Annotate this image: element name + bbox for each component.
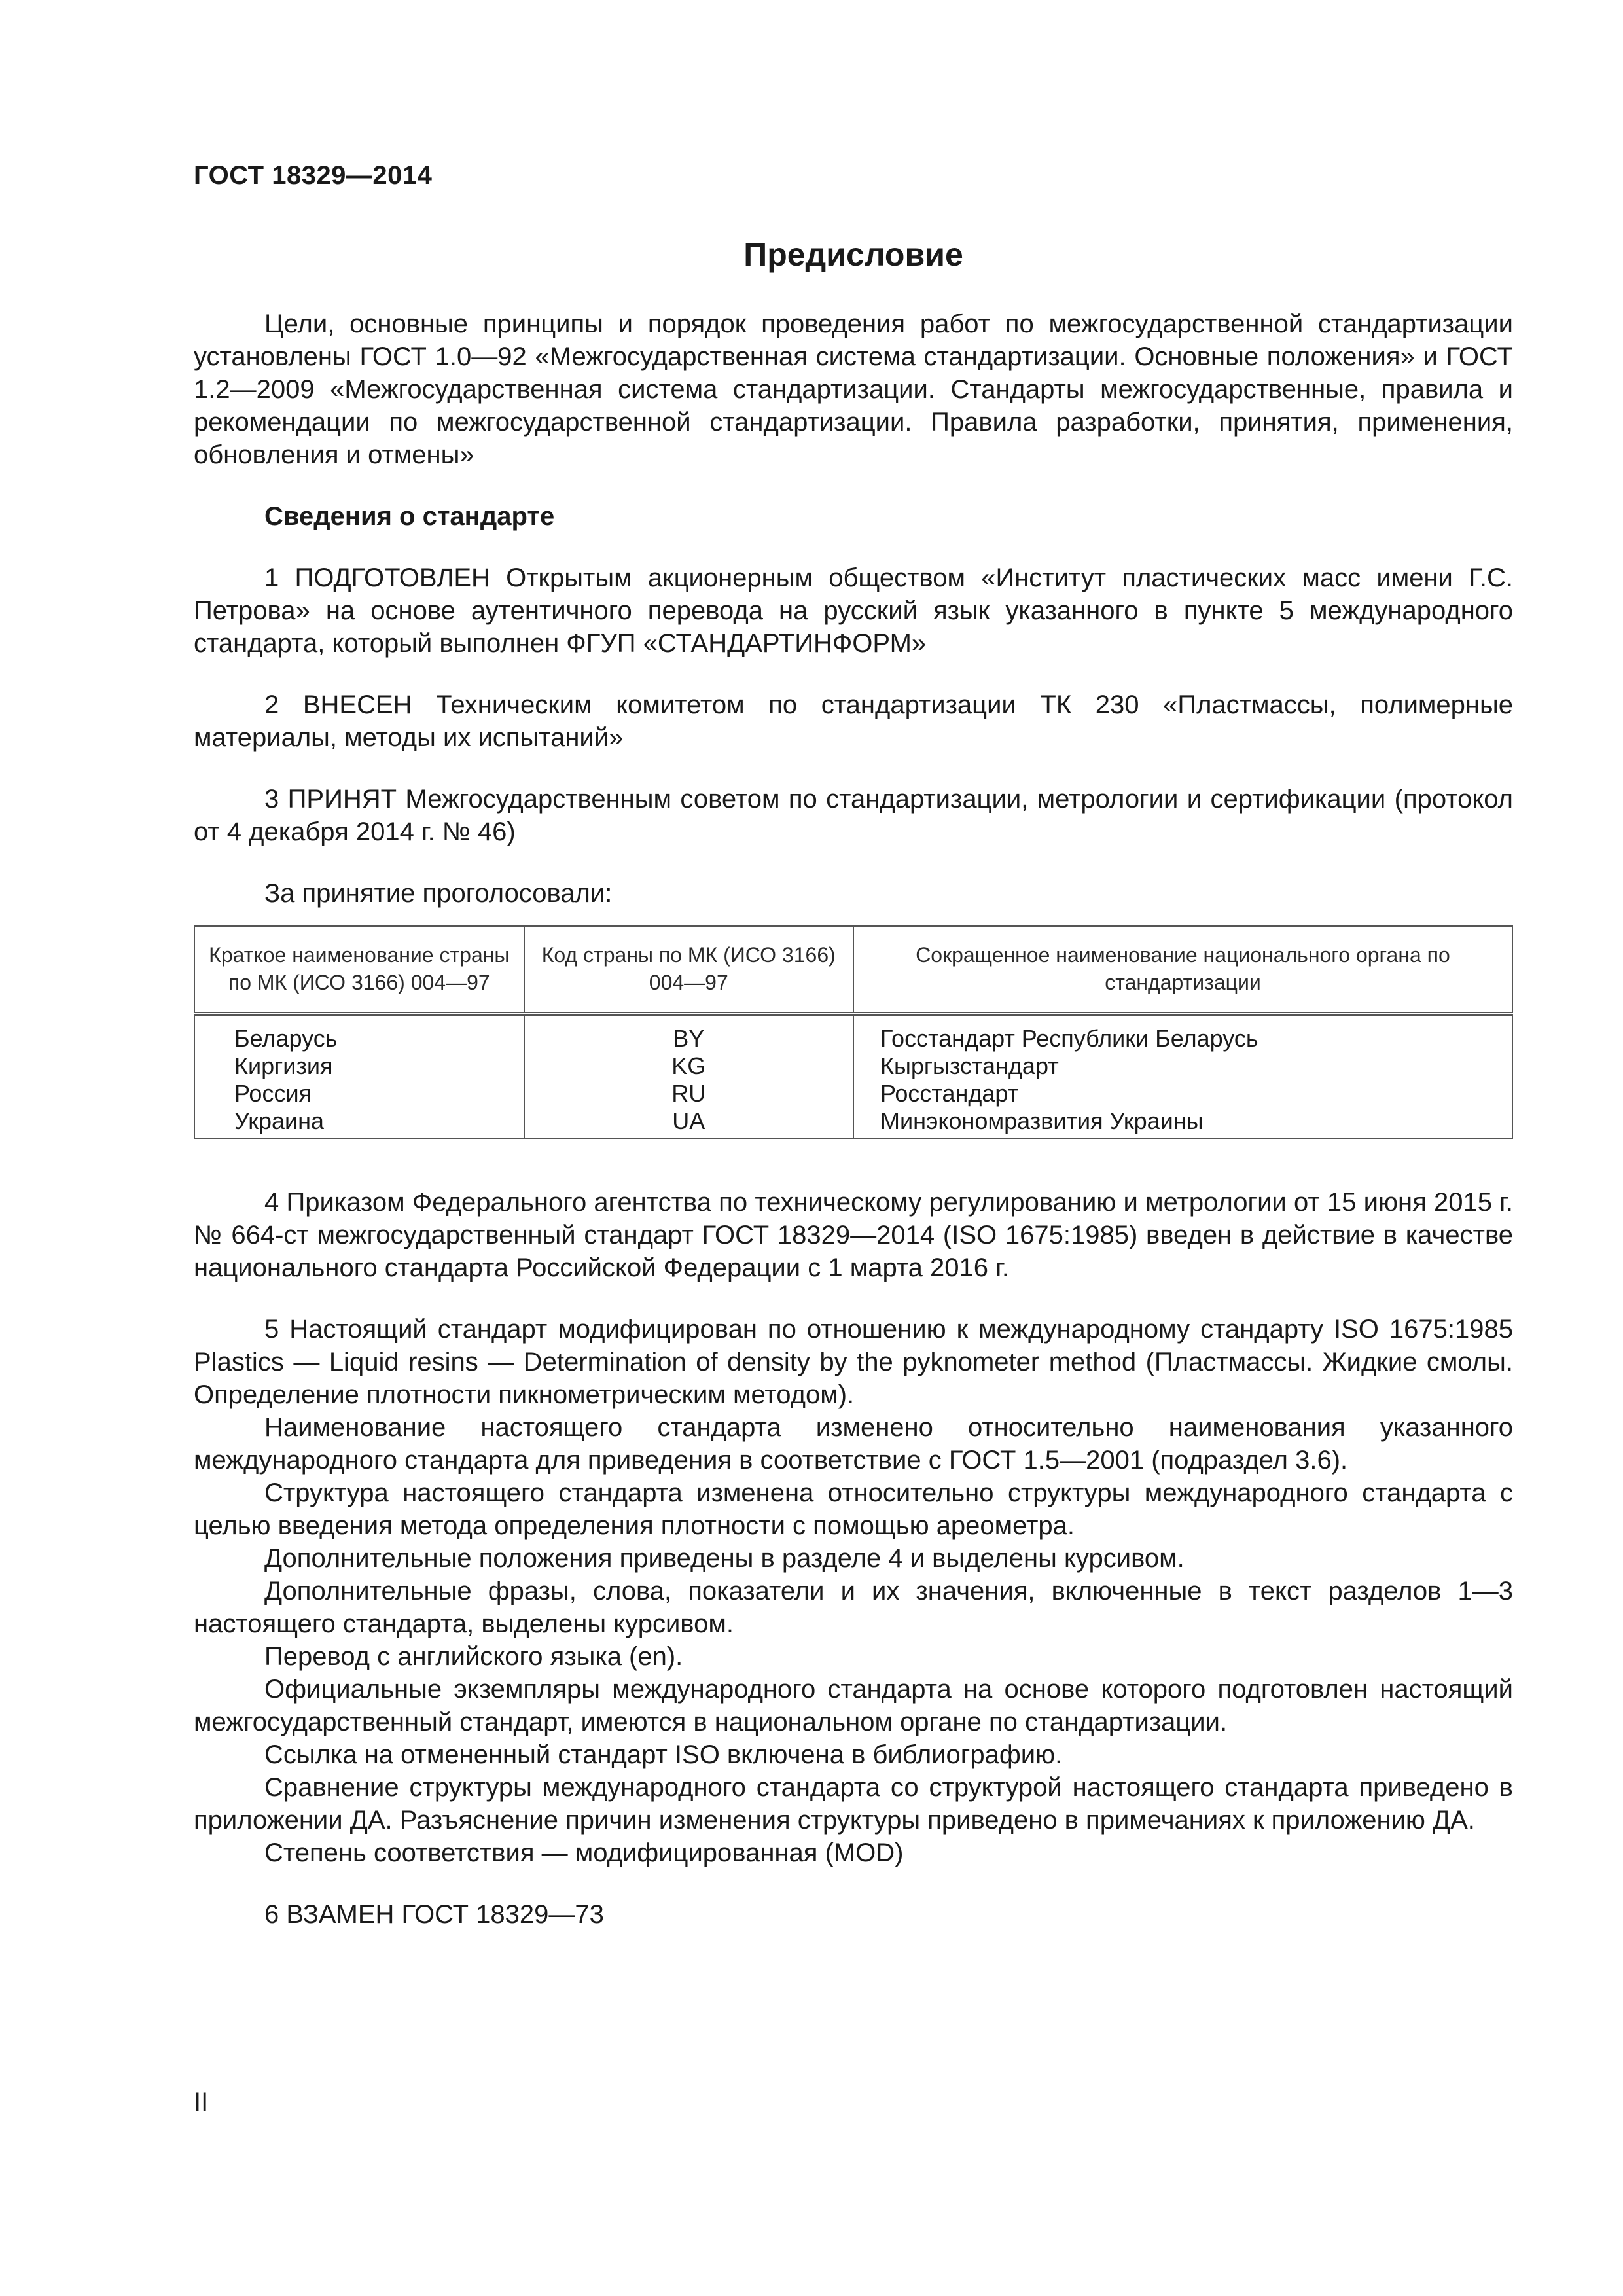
votes-label: За принятие проголосовали:	[264, 879, 613, 908]
table-row	[194, 1107, 1512, 1138]
item-1-paragraph: 1 ПОДГОТОВЛЕН Открытым акционерным обществом «Институт пластических масс имени Г.С. Петрова» на основе аутентичного перевода на русский язык указанного в пункте 5 международного стандарта, который выполнен ФГУП «СТАНДАРТИНФОРМ»	[194, 564, 1513, 658]
document-body	[194, 308, 1513, 1931]
page-title: Предисловие	[743, 236, 963, 273]
cell-country: Украина	[194, 1107, 524, 1138]
cell-country: Беларусь	[194, 1014, 524, 1052]
item-5-paragraph-8: Ссылка на отмененный стандарт ISO включена в библиографию.	[264, 1740, 1063, 1769]
header-national-body: Сокращенное наименование национального органа по стандартизации	[853, 926, 1512, 1014]
item-3-paragraph: 3 ПРИНЯТ Межгосударственным советом по стандартизации, метрологии и сертификации (протокол от 4 декабря 2014 г. № 46)	[194, 785, 1513, 846]
table-row	[194, 1052, 1512, 1080]
document-code: ГОСТ 18329—2014	[194, 161, 433, 190]
item-5-paragraph-1: 5 Настоящий стандарт модифицирован по отношению к международному стандарту ISO 1675:1985 Plastics — Liquid resins — Determination of density by the pyknometer method (Пластмассы. Жидкие смолы. Определение плотности пикнометрическим методом).	[194, 1315, 1513, 1409]
cell-code: UA	[524, 1107, 853, 1138]
votes-table	[194, 925, 1513, 1139]
table-row	[194, 1014, 1512, 1052]
cell-code: KG	[524, 1052, 853, 1080]
item-5-paragraph-6: Перевод с английского языка (en).	[264, 1642, 683, 1671]
cell-body: Минэкономразвития Украины	[853, 1107, 1512, 1138]
item-5-paragraph-10: Степень соответствия — модифицированная (MOD)	[264, 1839, 904, 1867]
cell-code: RU	[524, 1080, 853, 1107]
header-country-code: Код страны по МК (ИСО 3166) 004—97	[524, 926, 853, 1014]
item-4-paragraph: 4 Приказом Федерального агентства по техническому регулированию и метрологии от 15 июня 2015 г. № 664-ст межгосударственный стандарт ГОСТ 18329—2014 (ISO 1675:1985) введен в действие в качестве национального стандарта Российской Федерации с 1 марта 2016 г.	[194, 1188, 1513, 1282]
cell-country: Россия	[194, 1080, 524, 1107]
item-5-paragraph-7: Официальные экземпляры международного стандарта на основе которого подготовлен настоящий межгосударственный стандарт, имеются в национальном органе по стандартизации.	[194, 1675, 1513, 1736]
standard-info-heading: Сведения о стандарте	[264, 502, 555, 531]
page-number: II	[194, 2088, 209, 2117]
item-5-paragraph-3: Структура настоящего стандарта изменена относительно структуры международного стандарта с целью введения метода определения плотности с помощью ареометра.	[194, 1479, 1513, 1540]
cell-country: Киргизия	[194, 1052, 524, 1080]
votes-table-header-row	[194, 926, 1512, 1014]
item-6-paragraph: 6 ВЗАМЕН ГОСТ 18329—73	[264, 1900, 604, 1929]
intro-paragraph: Цели, основные принципы и порядок проведения работ по межгосударственной стандартизации установлены ГОСТ 1.0—92 «Межгосударственная система стандартизации. Основные положения» и ГОСТ 1.2—2009 «Межгосударственная система стандартизации. Стандарты межгосударственные, правила и рекомендации по межгосударственной стандартизации. Правила разработки, принятия, применения, обновления и отмены»	[194, 310, 1513, 469]
cell-body: Кыргызстандарт	[853, 1052, 1512, 1080]
item-5-paragraph-4: Дополнительные положения приведены в разделе 4 и выделены курсивом.	[264, 1544, 1185, 1573]
header-country-short-name: Краткое наименование страны по МК (ИСО 3166) 004—97	[194, 926, 524, 1014]
item-5-paragraph-2: Наименование настоящего стандарта изменено относительно наименования указанного международного стандарта для приведения в соответствие с ГОСТ 1.5—2001 (подраздел 3.6).	[194, 1413, 1513, 1475]
cell-code: BY	[524, 1014, 853, 1052]
table-row	[194, 1080, 1512, 1107]
item-5-paragraph-9: Сравнение структуры международного стандарта со структурой настоящего стандарта приведено в приложении ДА. Разъяснение причин изменения структуры приведено в примечаниях к приложению ДА.	[194, 1773, 1513, 1835]
item-5-paragraph-5: Дополнительные фразы, слова, показатели и их значения, включенные в текст разделов 1—3 настоящего стандарта, выделены курсивом.	[194, 1577, 1513, 1638]
item-2-paragraph: 2 ВНЕСЕН Техническим комитетом по стандартизации ТК 230 «Пластмассы, полимерные материалы, методы их испытаний»	[194, 691, 1513, 752]
cell-body: Росстандарт	[853, 1080, 1512, 1107]
cell-body: Госстандарт Республики Беларусь	[853, 1014, 1512, 1052]
